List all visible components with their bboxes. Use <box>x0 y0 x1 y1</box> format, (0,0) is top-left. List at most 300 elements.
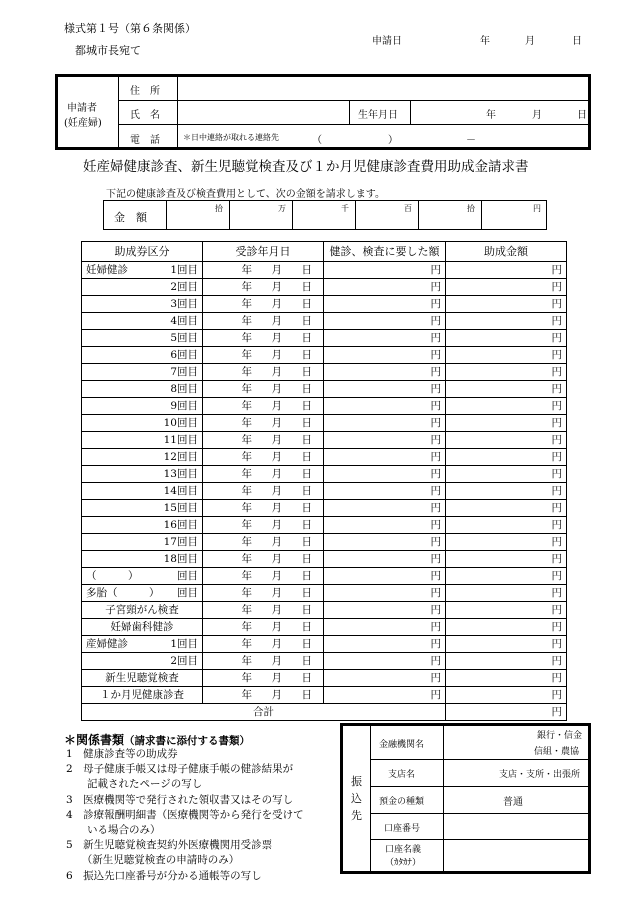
row-category <box>82 466 203 483</box>
phone-label: 電 話 <box>130 135 160 146</box>
row-date-month: 月 <box>271 416 282 429</box>
account-number-field[interactable] <box>446 815 589 838</box>
row-subsidy[interactable]: 円 <box>446 483 567 500</box>
row-category <box>82 398 203 415</box>
row-date-day: 日 <box>301 450 312 463</box>
row-date-day: 日 <box>301 297 312 310</box>
table-row <box>82 364 567 381</box>
row-cost[interactable]: 円 <box>324 296 446 313</box>
row-category <box>82 500 203 517</box>
amount-label: 金 額 <box>114 211 147 224</box>
row-cost[interactable]: 円 <box>324 483 446 500</box>
row-date-day: 日 <box>301 399 312 412</box>
header-cost: 健診、検査に要した額 <box>324 242 446 262</box>
unit-man: 万 <box>278 204 286 213</box>
row-date[interactable] <box>203 483 324 500</box>
row-date-month: 月 <box>271 671 282 684</box>
row-category-label: 子宮頸がん検査 <box>105 603 179 616</box>
row-date[interactable] <box>203 602 324 619</box>
document-item: 記載されたページの写し <box>66 778 203 791</box>
apply-date-label: 申請日 <box>372 36 402 47</box>
document-item: 1 健康診査等の助成券 <box>66 748 178 760</box>
row-date-year: 年 <box>241 263 252 276</box>
bank-side-label-1: 振 <box>351 775 362 788</box>
row-date-year: 年 <box>241 433 252 446</box>
unit-juman: 拾 <box>215 204 223 213</box>
row-date[interactable] <box>203 517 324 534</box>
row-date[interactable] <box>203 279 324 296</box>
row-date-year: 年 <box>241 671 252 684</box>
document-item: 4 診療報酬明細書（医療機関等から発行を受けて <box>66 808 304 821</box>
row-category-label: 4回目 <box>170 314 198 327</box>
row-subsidy[interactable]: 円 <box>446 415 567 432</box>
document-item: いる場合のみ） <box>66 824 161 837</box>
table-row <box>82 279 567 296</box>
row-category <box>82 653 203 670</box>
row-date[interactable] <box>203 330 324 347</box>
row-date-day: 日 <box>301 671 312 684</box>
table-row <box>82 585 567 602</box>
institution-type-1: 銀行・信金 <box>537 731 583 741</box>
row-date-year: 年 <box>241 365 252 378</box>
name-field[interactable] <box>179 102 347 123</box>
row-date-day: 日 <box>301 331 312 344</box>
row-date-month: 月 <box>271 331 282 344</box>
row-subsidy[interactable]: 円 <box>446 585 567 602</box>
total-amount[interactable]: 円 <box>446 704 567 721</box>
row-date-day: 日 <box>301 654 312 667</box>
branch-type: 支店・支所・出張所 <box>499 770 581 780</box>
table-row <box>82 432 567 449</box>
row-subsidy[interactable]: 円 <box>446 279 567 296</box>
table-row <box>82 534 567 551</box>
row-subsidy[interactable]: 円 <box>446 636 567 653</box>
row-subsidy[interactable]: 円 <box>446 398 567 415</box>
header-subsidy: 助成金額 <box>446 242 567 262</box>
phone-paren-close: ） <box>388 135 398 146</box>
table-row <box>82 619 567 636</box>
bank-side-label-3: 先 <box>351 809 362 822</box>
row-date-year: 年 <box>241 450 252 463</box>
amount-box[interactable] <box>103 200 547 230</box>
table-row <box>82 653 567 670</box>
row-date[interactable] <box>203 568 324 585</box>
row-date-year: 年 <box>241 569 252 582</box>
row-category-label: １か月児健康診査 <box>100 688 184 701</box>
row-category-label: 回目 <box>177 569 198 582</box>
row-date-month: 月 <box>271 382 282 395</box>
applicant-box <box>55 74 591 150</box>
row-date-day: 日 <box>301 552 312 565</box>
row-cost[interactable]: 円 <box>324 517 446 534</box>
table-row <box>82 466 567 483</box>
row-date-year: 年 <box>241 348 252 361</box>
table-row <box>82 262 567 279</box>
row-date[interactable] <box>203 432 324 449</box>
unit-ju: 拾 <box>467 204 475 213</box>
row-category <box>82 262 203 279</box>
row-date-month: 月 <box>271 569 282 582</box>
total-label: 合計 <box>82 704 446 721</box>
row-category-label: 11回目 <box>163 433 198 446</box>
row-cost[interactable]: 円 <box>324 432 446 449</box>
row-cost[interactable]: 円 <box>324 636 446 653</box>
row-date-day: 日 <box>301 280 312 293</box>
row-subsidy[interactable]: 円 <box>446 466 567 483</box>
row-subsidy[interactable]: 円 <box>446 517 567 534</box>
deposit-type-label: 預金の種類 <box>379 797 425 807</box>
table-row <box>82 347 567 364</box>
row-date-day: 日 <box>301 569 312 582</box>
row-date-year: 年 <box>241 297 252 310</box>
row-date-month: 月 <box>271 501 282 514</box>
row-date[interactable] <box>203 449 324 466</box>
row-cost[interactable]: 円 <box>324 330 446 347</box>
row-category <box>82 568 203 585</box>
contact-note: ＊日中連絡が取れる連絡先 <box>183 133 279 142</box>
row-date-day: 日 <box>301 467 312 480</box>
row-date-day: 日 <box>301 603 312 616</box>
document-item: （新生児聴覚検査の申請時のみ） <box>66 854 240 867</box>
table-row <box>82 687 567 704</box>
row-date-day: 日 <box>301 586 312 599</box>
row-date[interactable] <box>203 381 324 398</box>
row-date-year: 年 <box>241 586 252 599</box>
form-number: 様式第１号（第６条関係） <box>64 22 196 35</box>
row-category <box>82 551 203 568</box>
table-row <box>82 381 567 398</box>
row-category <box>82 636 203 653</box>
row-category <box>82 364 203 381</box>
row-subsidy[interactable]: 円 <box>446 534 567 551</box>
table-row <box>82 296 567 313</box>
row-date-year: 年 <box>241 331 252 344</box>
row-category <box>82 347 203 364</box>
row-date-month: 月 <box>271 348 282 361</box>
row-date-month: 月 <box>271 535 282 548</box>
row-category <box>82 483 203 500</box>
row-date-month: 月 <box>271 399 282 412</box>
document-item: 5 新生児聴覚検査契約外医療機関用受診票 <box>66 839 273 852</box>
row-subsidy[interactable]: 円 <box>446 449 567 466</box>
row-date[interactable] <box>203 296 324 313</box>
row-date[interactable] <box>203 364 324 381</box>
row-category-label: 12回目 <box>163 450 198 463</box>
row-category <box>82 534 203 551</box>
row-category-label: 妊婦歯科健診 <box>110 620 174 633</box>
document-title: 妊産婦健康診査、新生児聴覚検査及び１か月児健康診査費用助成金請求書 <box>83 159 529 175</box>
row-date-month: 月 <box>271 263 282 276</box>
row-date-day: 日 <box>301 518 312 531</box>
birth-day-label: 日 <box>577 110 587 121</box>
table-row <box>82 517 567 534</box>
row-subsidy[interactable]: 円 <box>446 262 567 279</box>
row-category-prefix: （ ） <box>86 569 139 582</box>
row-category-prefix: 多胎（ ） <box>86 586 160 599</box>
header-date: 受診年月日 <box>203 242 324 262</box>
row-cost[interactable]: 円 <box>324 551 446 568</box>
row-subsidy[interactable]: 円 <box>446 568 567 585</box>
row-subsidy[interactable]: 円 <box>446 653 567 670</box>
row-category-label: 1回目 <box>170 637 198 650</box>
row-date[interactable] <box>203 313 324 330</box>
row-cost[interactable]: 円 <box>324 653 446 670</box>
birth-date-label: 生年月日 <box>358 110 398 121</box>
unit-hyaku: 百 <box>404 204 412 213</box>
row-cost[interactable]: 円 <box>324 398 446 415</box>
row-category <box>82 432 203 449</box>
table-row <box>82 483 567 500</box>
row-date-year: 年 <box>241 654 252 667</box>
row-category-label: 10回目 <box>163 416 198 429</box>
row-category-label: 新生児聴覚検査 <box>105 671 179 684</box>
table-row <box>82 670 567 687</box>
applicant-label-1: 申請者 <box>67 103 97 114</box>
row-date-month: 月 <box>271 365 282 378</box>
row-date-year: 年 <box>241 518 252 531</box>
row-date-month: 月 <box>271 552 282 565</box>
row-date-year: 年 <box>241 314 252 327</box>
row-date-month: 月 <box>271 518 282 531</box>
row-date[interactable] <box>203 534 324 551</box>
document-item: 6 振込先口座番号が分かる通帳等の写し <box>66 869 262 882</box>
row-cost[interactable]: 円 <box>324 449 446 466</box>
row-subsidy[interactable]: 円 <box>446 670 567 687</box>
deposit-type-value: 普通 <box>503 797 523 808</box>
document-item: 2 母子健康手帳又は母子健康手帳の健診結果が <box>66 763 294 776</box>
row-date[interactable] <box>203 262 324 279</box>
row-date-day: 日 <box>301 501 312 514</box>
row-date[interactable] <box>203 500 324 517</box>
row-subsidy[interactable]: 円 <box>446 432 567 449</box>
row-date-month: 月 <box>271 280 282 293</box>
table-row <box>82 449 567 466</box>
row-date-day: 日 <box>301 314 312 327</box>
row-cost[interactable]: 円 <box>324 262 446 279</box>
table-row <box>82 636 567 653</box>
table-row <box>82 500 567 517</box>
bank-transfer-box <box>340 723 591 874</box>
table-row <box>82 313 567 330</box>
row-category <box>82 517 203 534</box>
row-subsidy[interactable]: 円 <box>446 347 567 364</box>
row-date-day: 日 <box>301 637 312 650</box>
row-category-label: 回目 <box>177 586 198 599</box>
row-cost[interactable]: 円 <box>324 279 446 296</box>
birth-year-label: 年 <box>486 110 496 121</box>
row-date-day: 日 <box>301 620 312 633</box>
row-date-month: 月 <box>271 586 282 599</box>
row-category <box>82 296 203 313</box>
row-cost[interactable]: 円 <box>324 415 446 432</box>
row-category-label: 16回目 <box>163 518 198 531</box>
row-date-year: 年 <box>241 552 252 565</box>
row-date-month: 月 <box>271 620 282 633</box>
row-cost[interactable]: 円 <box>324 568 446 585</box>
row-cost[interactable]: 円 <box>324 619 446 636</box>
row-date[interactable] <box>203 653 324 670</box>
row-date-day: 日 <box>301 348 312 361</box>
institution-label: 金融機関名 <box>379 740 425 750</box>
row-subsidy[interactable]: 円 <box>446 500 567 517</box>
row-subsidy[interactable]: 円 <box>446 313 567 330</box>
row-category-prefix: 産婦健診 <box>86 637 128 650</box>
row-subsidy[interactable]: 円 <box>446 296 567 313</box>
row-date[interactable] <box>203 551 324 568</box>
apply-day-label: 日 <box>572 36 582 47</box>
row-date-year: 年 <box>241 620 252 633</box>
row-date-month: 月 <box>271 484 282 497</box>
row-date-day: 日 <box>301 365 312 378</box>
row-date[interactable] <box>203 347 324 364</box>
document-item: 3 医療機関等で発行された領収書又はその写し <box>66 793 294 806</box>
address-field[interactable] <box>179 78 589 99</box>
account-holder-label: 口座名義 <box>385 845 422 855</box>
row-date-year: 年 <box>241 603 252 616</box>
row-date-year: 年 <box>241 501 252 514</box>
intro-text: 下記の健康診査及び検査費用として、次の金額を請求します。 <box>106 189 385 200</box>
row-date-month: 月 <box>271 450 282 463</box>
row-subsidy[interactable]: 円 <box>446 687 567 704</box>
birth-month-label: 月 <box>532 110 542 121</box>
row-date-day: 日 <box>301 416 312 429</box>
row-date-day: 日 <box>301 382 312 395</box>
row-date-month: 月 <box>271 688 282 701</box>
row-date-day: 日 <box>301 688 312 701</box>
row-category-label: 1回目 <box>170 263 198 276</box>
apply-month-label: 月 <box>525 36 535 47</box>
row-category-label: 9回目 <box>170 399 198 412</box>
row-date-year: 年 <box>241 280 252 293</box>
row-date-year: 年 <box>241 688 252 701</box>
branch-label: 支店名 <box>388 770 416 780</box>
row-subsidy[interactable]: 円 <box>446 602 567 619</box>
row-cost[interactable]: 円 <box>324 364 446 381</box>
row-date[interactable] <box>203 619 324 636</box>
row-cost[interactable]: 円 <box>324 500 446 517</box>
row-date-day: 日 <box>301 433 312 446</box>
row-category-label: 17回目 <box>163 535 198 548</box>
account-holder-field[interactable] <box>446 841 589 871</box>
row-subsidy[interactable]: 円 <box>446 551 567 568</box>
row-date[interactable] <box>203 585 324 602</box>
row-cost[interactable]: 円 <box>324 313 446 330</box>
row-category-label: 2回目 <box>170 654 198 667</box>
account-holder-kana-label: （ｶﾀｶﾅ） <box>385 858 422 868</box>
table-row <box>82 330 567 347</box>
row-cost[interactable]: 円 <box>324 585 446 602</box>
institution-type-2: 信組・農協 <box>534 747 580 757</box>
row-category-label: 2回目 <box>170 280 198 293</box>
addressee: 都城市長宛て <box>75 44 141 57</box>
apply-year-label: 年 <box>480 36 490 47</box>
header-category: 助成券区分 <box>82 242 203 262</box>
table-row <box>82 551 567 568</box>
applicant-label-2: (妊産婦) <box>64 118 102 129</box>
row-date-month: 月 <box>271 314 282 327</box>
row-date-month: 月 <box>271 467 282 480</box>
row-date[interactable] <box>203 636 324 653</box>
row-cost[interactable]: 円 <box>324 466 446 483</box>
row-category-label: 6回目 <box>170 348 198 361</box>
row-date-year: 年 <box>241 467 252 480</box>
documents-title: ＊関係書類（請求書に添付する書類） <box>64 733 251 747</box>
row-date-month: 月 <box>271 654 282 667</box>
row-date-day: 日 <box>301 535 312 548</box>
row-category-label: 8回目 <box>170 382 198 395</box>
row-category-label: 18回目 <box>163 552 198 565</box>
row-date-year: 年 <box>241 416 252 429</box>
row-category <box>82 619 203 636</box>
unit-sen: 千 <box>341 204 349 213</box>
phone-paren-open: （ <box>312 135 322 146</box>
row-category-label: 7回目 <box>170 365 198 378</box>
row-category-label: 14回目 <box>163 484 198 497</box>
row-date[interactable] <box>203 670 324 687</box>
bank-side-label-2: 込 <box>351 792 362 805</box>
row-category <box>82 279 203 296</box>
name-label: 氏 名 <box>130 110 160 121</box>
row-subsidy[interactable]: 円 <box>446 330 567 347</box>
row-category <box>82 330 203 347</box>
table-row <box>82 568 567 585</box>
row-subsidy[interactable]: 円 <box>446 364 567 381</box>
row-category <box>82 670 203 687</box>
table-row <box>82 415 567 432</box>
row-date[interactable] <box>203 687 324 704</box>
account-number-label: 口座番号 <box>384 824 421 834</box>
row-date-year: 年 <box>241 637 252 650</box>
row-category-prefix: 妊婦健診 <box>86 263 128 276</box>
table-row <box>82 398 567 415</box>
row-date[interactable] <box>203 398 324 415</box>
row-date-month: 月 <box>271 603 282 616</box>
row-cost[interactable]: 円 <box>324 534 446 551</box>
row-category <box>82 381 203 398</box>
row-cost[interactable]: 円 <box>324 381 446 398</box>
phone-dash: － <box>466 135 476 146</box>
row-date-year: 年 <box>241 535 252 548</box>
row-date-month: 月 <box>271 637 282 650</box>
row-subsidy[interactable]: 円 <box>446 381 567 398</box>
documents-list <box>66 747 304 884</box>
row-category-label: 13回目 <box>163 467 198 480</box>
row-date-year: 年 <box>241 382 252 395</box>
row-cost[interactable]: 円 <box>324 670 446 687</box>
subsidy-table <box>81 241 567 721</box>
row-category <box>82 687 203 704</box>
row-category-label: 15回目 <box>163 501 198 514</box>
row-date-year: 年 <box>241 484 252 497</box>
row-date-day: 日 <box>301 263 312 276</box>
row-subsidy[interactable]: 円 <box>446 619 567 636</box>
row-cost[interactable]: 円 <box>324 347 446 364</box>
row-date[interactable] <box>203 415 324 432</box>
row-date[interactable] <box>203 466 324 483</box>
row-cost[interactable]: 円 <box>324 602 446 619</box>
row-category <box>82 585 203 602</box>
row-category <box>82 415 203 432</box>
address-label: 住 所 <box>130 86 160 97</box>
row-category-label: 5回目 <box>170 331 198 344</box>
row-date-year: 年 <box>241 399 252 412</box>
row-category <box>82 602 203 619</box>
row-category <box>82 449 203 466</box>
table-row <box>82 602 567 619</box>
row-cost[interactable]: 円 <box>324 687 446 704</box>
row-category <box>82 313 203 330</box>
row-date-day: 日 <box>301 484 312 497</box>
